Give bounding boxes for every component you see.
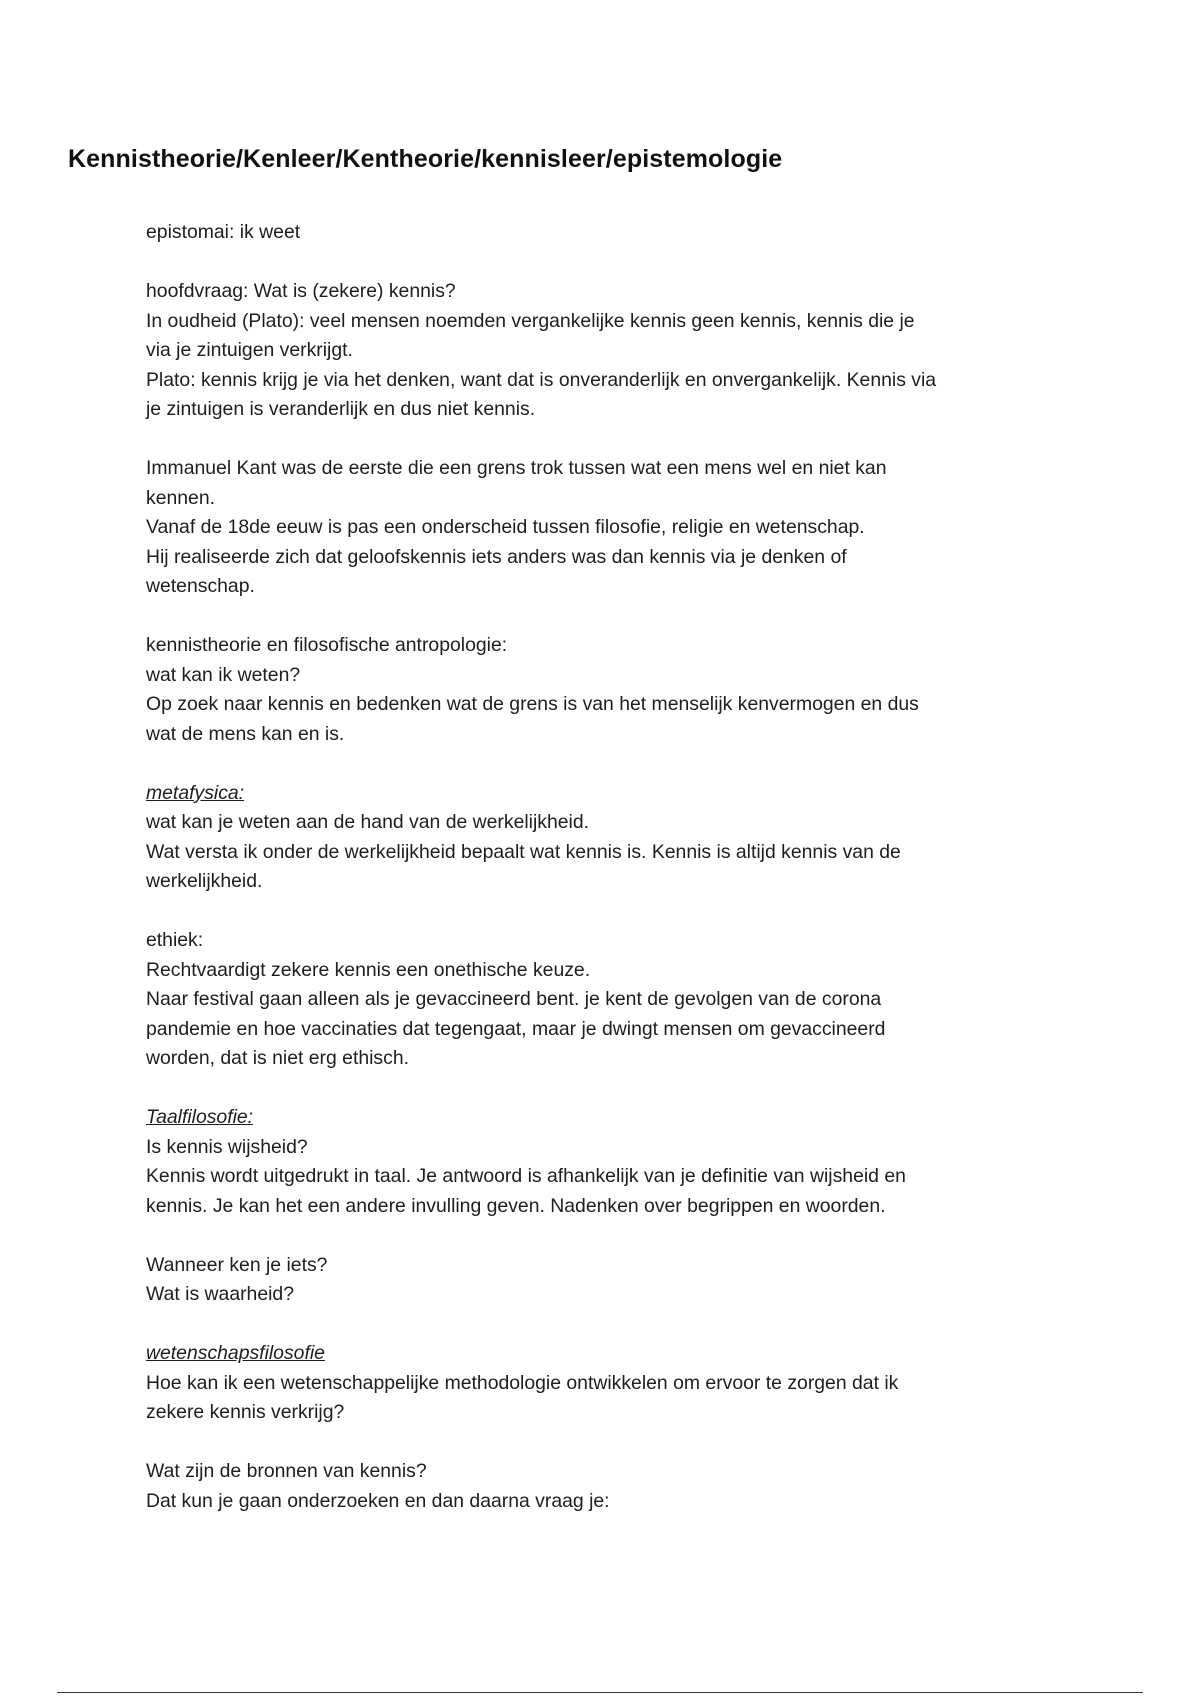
text-line: pandemie en hoe vaccinaties dat tegengaat, maar je dwingt mensen om gevaccineerd [146,1017,886,1040]
text-line: ethiek: [146,929,204,951]
text-section [146,1251,1076,1310]
text-line: Op zoek naar kennis en bedenken wat de grens is van het menselijk kenvermogen en dus [146,693,919,715]
text-line: In oudheid (Plato): veel mensen noemden vergankelijke kennis geen kennis, kennis die je [146,309,915,332]
text-line: Kennis wordt uitgedrukt in taal. Je antwoord is afhankelijk van je definitie van wijsheid en [146,1165,906,1187]
page-title: Kennistheorie/Kenleer/Kentheorie/kennisleer/epistemologie [68,145,783,173]
text-line: worden, dat is niet erg ethisch. [146,1047,409,1069]
text-line: Hoe kan ik een wetenschappelijke methodologie ontwikkelen om ervoor te zorgen dat ik [146,1371,899,1394]
text-line: Plato: kennis krijg je via het denken, want dat is onveranderlijk en onvergankelijk. Kennis via [146,368,937,391]
text-section [146,218,1076,248]
text-section [146,926,1076,1074]
text-line: Vanaf de 18de eeuw is pas een onderscheid tussen filosofie, religie en wetenschap. [146,516,865,538]
text-line: epistomai: ik weet [146,221,301,243]
section-heading: metafysica: [146,781,245,804]
text-line: kennis. Je kan het een andere invulling geven. Nadenken over begrippen en woorden. [146,1194,886,1217]
section-heading: wetenschapsfilosofie [146,1342,325,1364]
text-section [146,1339,1076,1428]
document-body [146,218,1076,1546]
text-line: Wanneer ken je iets? [146,1253,328,1276]
text-line: Wat is waarheid? [146,1283,295,1305]
text-section [146,779,1076,897]
text-section [146,631,1076,749]
text-line: je zintuigen is veranderlijk en dus niet kennis. [146,398,536,420]
text-line: Dat kun je gaan onderzoeken en dan daarna vraag je: [146,1489,610,1512]
text-line: Hij realiseerde zich dat geloofskennis iets anders was dan kennis via je denken of [146,545,847,568]
text-line: wat de mens kan en is. [146,722,345,745]
page-bottom-divider [57,1692,1143,1693]
text-line: Is kennis wijsheid? [146,1135,308,1158]
text-line: wat kan je weten aan de hand van de werkelijkheid. [146,811,590,833]
text-line: kennen. [146,486,216,509]
text-section [146,1457,1076,1516]
text-line: wetenschap. [146,575,255,597]
text-line: Naar festival gaan alleen als je gevaccineerd bent. je kent de gevolgen van de corona [146,988,882,1010]
text-line: kennistheorie en filosofische antropologie: [146,634,508,656]
text-line: hoofdvraag: Wat is (zekere) kennis? [146,280,456,302]
text-line: via je zintuigen verkrijgt. [146,339,353,361]
text-line: Wat versta ik onder de werkelijkheid bepaalt wat kennis is. Kennis is altijd kennis van de [146,840,901,863]
section-heading: Taalfilosofie: [146,1106,254,1128]
text-line: Wat zijn de bronnen van kennis? [146,1460,427,1482]
text-line: Rechtvaardigt zekere kennis een onethische keuze. [146,958,591,981]
text-section [146,1103,1076,1221]
text-section [146,277,1076,425]
text-section [146,454,1076,602]
text-line: Immanuel Kant was de eerste die een grens trok tussen wat een mens wel en niet kan [146,457,887,479]
text-line: zekere kennis verkrijg? [146,1401,345,1423]
text-line: wat kan ik weten? [146,663,301,686]
text-line: werkelijkheid. [146,870,263,892]
